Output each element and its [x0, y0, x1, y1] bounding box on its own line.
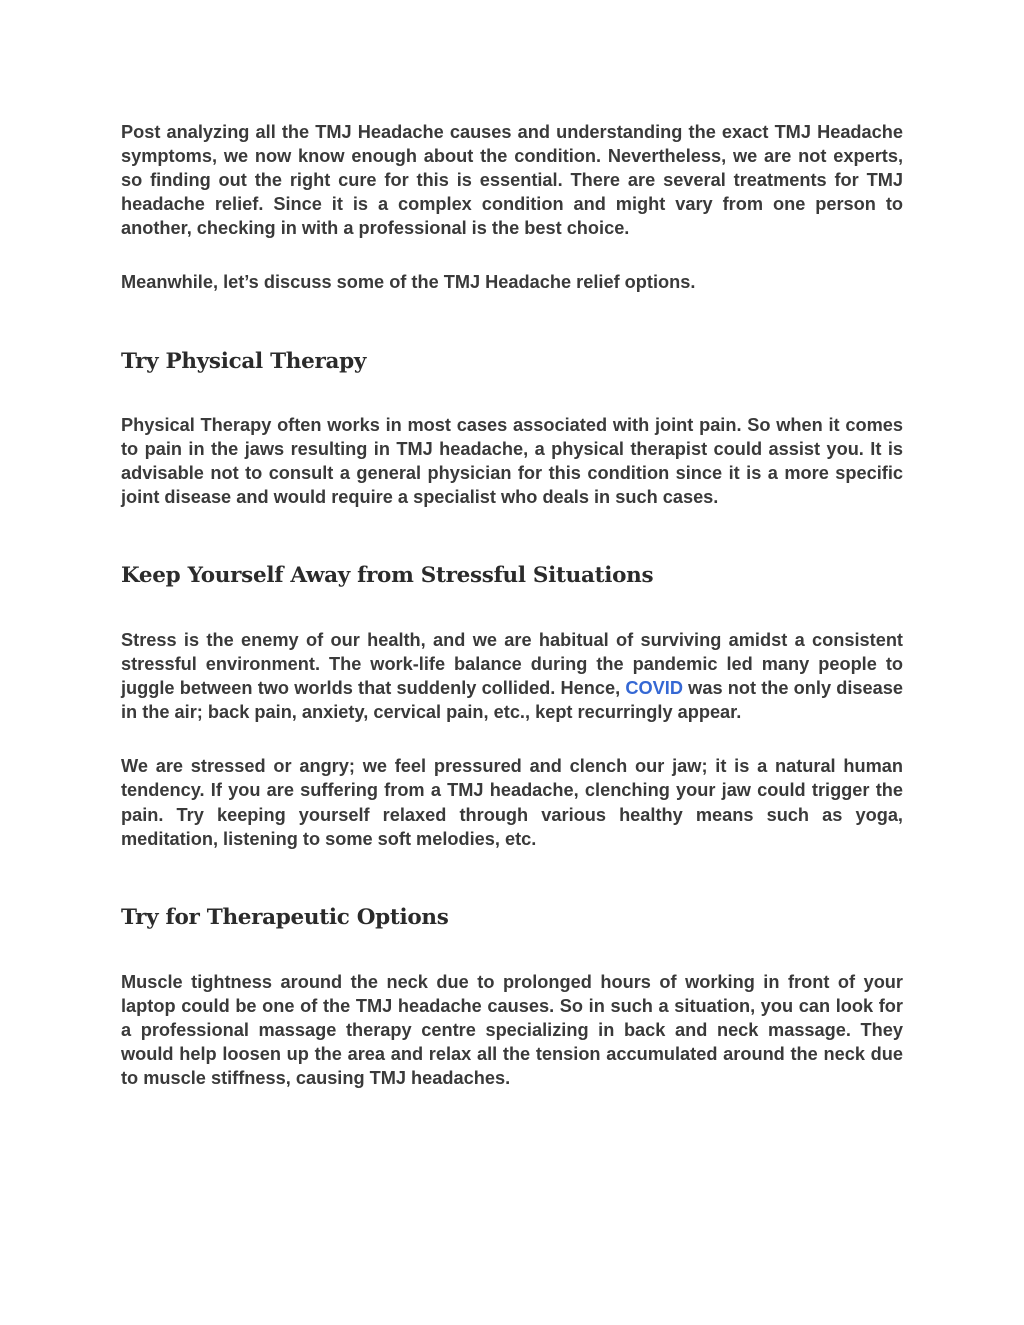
- stress-paragraph-text-before-link: Stress is the enemy of our health, and we are habitual of surviving amidst a consistent stressful environment. The work-life balance during the pandemic led many people to juggle between two worlds that suddenly collided. Hence,: [121, 629, 903, 699]
- section-heading-stress: Keep Yourself Away from Stressful Situations: [121, 562, 654, 588]
- physical-therapy-paragraph: Physical Therapy often works in most cases associated with joint pain. So when it comes to pain in the jaws resulting in TMJ headache, a physical therapist could assist you. It is advisable not to consult a general physician for this condition since it is a more specific joint disease and would require a specialist who deals in such cases.: [121, 414, 903, 507]
- stress-paragraph-2: We are stressed or angry; we feel pressured and clench our jaw; it is a natural human tendency. If you are suffering from a TMJ headache, clenching your jaw could trigger the pain. Try keeping yourself relaxed through various healthy means such as yoga, meditation, listening to some soft melodies, etc.: [121, 756, 903, 849]
- stress-paragraph: [121, 628, 903, 724]
- section-heading-therapeutic-options: Try for Therapeutic Options: [121, 904, 449, 930]
- stress-paragraph-text-after-link: was not the only disease in the air; back pain, anxiety, cervical pain, etc., kept recurringly appear.: [121, 678, 904, 723]
- meanwhile-paragraph: Meanwhile, let’s discuss some of the TMJ Headache relief options.: [121, 272, 696, 293]
- therapeutic-options-paragraph: Muscle tightness around the neck due to prolonged hours of working in front of your laptop could be one of the TMJ headache causes. So in such a situation, you can look for a professional massage therapy centre specializing in back and neck massage. They would help loosen up the area and relax all the tension accumulated around the neck due to muscle stiffness, causing TMJ headaches.: [121, 971, 903, 1089]
- covid-link[interactable]: COVID: [625, 678, 683, 699]
- intro-paragraph: Post analyzing all the TMJ Headache causes and understanding the exact TMJ Headache symptoms, we now know enough about the condition. Nevertheless, we are not experts, so finding out the right cure for this is essential. There are several treatments for TMJ headache relief. Since it is a complex condition and might vary from one person to another, checking in with a professional is the best choice.: [121, 122, 903, 239]
- section-heading-physical-therapy: Try Physical Therapy: [121, 348, 367, 374]
- document-page: [121, 120, 903, 1090]
